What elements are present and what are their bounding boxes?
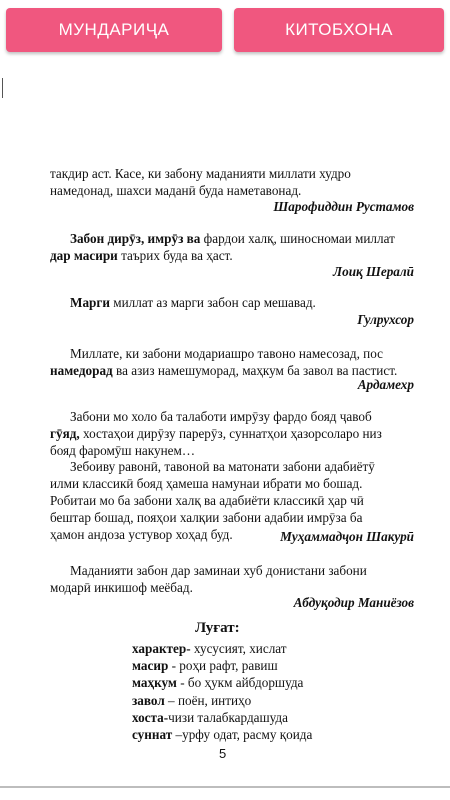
paragraph-6-line-2: модарӣ инкишоф мeёбад. xyxy=(50,580,193,595)
paragraph-6-line-1: Маданияти забон дар заминаи хуб донистани забони xyxy=(70,563,367,578)
paragraph-2-line-1 xyxy=(70,230,395,247)
author-shakuri: Муҳаммадҷон Шакурӣ xyxy=(280,529,414,544)
paragraph-5-line-5: илми классикӣ бояд ҳамеша намунаи ибрати мо бошад. xyxy=(50,476,363,491)
author-rustamov: Шарофиддин Рустамов xyxy=(273,199,414,214)
glossary-definition: – поён, интиҳо xyxy=(164,692,252,708)
paragraph-5-line-2 xyxy=(50,425,382,442)
paragraph-5-line-7: бештар бошад, пояҳои халқии забони адабии имрӯза ба xyxy=(50,510,363,525)
paragraph-5-line-4: Зебоиву равонӣ, тавоноӣ ва матонати забони адабиётӯ xyxy=(70,459,375,474)
glossary-definition: хусусият, хислат xyxy=(190,641,287,656)
glossary-definition: чизи талабкардашуда xyxy=(168,709,288,725)
top-bar xyxy=(0,0,450,62)
page-number: 5 xyxy=(219,746,227,761)
paragraph-5-line-1: Забони мо холо ба талаботи имрӯзу фардо бояд ҷавоб xyxy=(70,409,372,424)
paragraph-1-line-2: намедонад, шахси маданӣ буда наметавонад. xyxy=(50,183,302,198)
paragraph-4-line-2 xyxy=(50,362,397,379)
glossary-item xyxy=(132,726,312,743)
glossary-item xyxy=(132,657,312,674)
glossary-term: характер- xyxy=(132,641,191,656)
paragraph-5-line-8: ҳамон андоза устувор хоҳад буд. xyxy=(50,527,233,542)
bold-text: гӯяд, xyxy=(50,426,80,441)
glossary-definition: - роҳи рафт, равиш xyxy=(168,658,278,674)
bold-text: Забон дирӯз, имрӯз ва xyxy=(70,231,201,246)
paragraph-2-line-2 xyxy=(50,247,233,264)
glossary-definition: - бо ҳукм айбдоршуда xyxy=(176,675,304,691)
library-button[interactable]: КИТОБХОНА xyxy=(234,8,444,52)
glossary-list xyxy=(132,640,312,743)
glossary-item xyxy=(132,709,312,726)
glossary-term: масир xyxy=(132,658,169,674)
author-maniyozov: Абдуқодир Маниёзов xyxy=(293,595,414,610)
glossary-term: маҳкум xyxy=(132,675,177,691)
paragraph-1-line-1: такдир аст. Касе, ки забону маданияти миллати худро xyxy=(50,166,351,181)
paragraph-4-line-1: Миллате, ки забони модариашро тавоно намесозад, пос xyxy=(70,346,384,361)
paragraph-5-line-3: бояд фаромӯш накунем… xyxy=(50,443,196,458)
text: фардои халқ, шиносномаи миллат xyxy=(200,231,395,246)
glossary-term: суннат xyxy=(132,727,173,743)
bottom-divider xyxy=(0,786,450,788)
glossary-title: Луғат: xyxy=(195,620,240,636)
author-sherali: Лоиқ Шералӣ xyxy=(333,264,414,279)
glossary-item xyxy=(132,674,312,691)
bold-text: дар масири xyxy=(50,248,118,263)
author-gulrukhsor: Гулрухсор xyxy=(357,312,414,327)
bold-text: Марги xyxy=(70,295,110,310)
glossary-term: завол xyxy=(132,692,165,708)
scroll-indicator xyxy=(2,78,3,98)
paragraph-3-line-1 xyxy=(70,294,316,311)
glossary-item xyxy=(132,640,312,657)
text: хостаҳои дирӯзу парерӯз, суннатҳои ҳазорсоларо низ xyxy=(79,426,382,441)
text: ва азиз намешуморад, маҳкум ба завол ва пастист. xyxy=(112,363,398,378)
glossary-term: хоста- xyxy=(132,709,169,725)
text: таърих буда ва ҳаст. xyxy=(117,248,233,263)
author-ardamehr: Ардамехр xyxy=(357,377,414,392)
contents-button[interactable]: МУНДАРИҶА xyxy=(6,8,222,52)
paragraph-5-line-6: Робитаи мо ба забони халқ ва адабиёти классикӣ ҳар чӣ xyxy=(50,493,364,508)
text: миллат аз марги забон сар мешавад. xyxy=(109,295,316,310)
glossary-definition: –урфу одат, расму қоида xyxy=(172,727,313,743)
glossary-item xyxy=(132,692,312,709)
bold-text: намедорад xyxy=(50,363,113,378)
